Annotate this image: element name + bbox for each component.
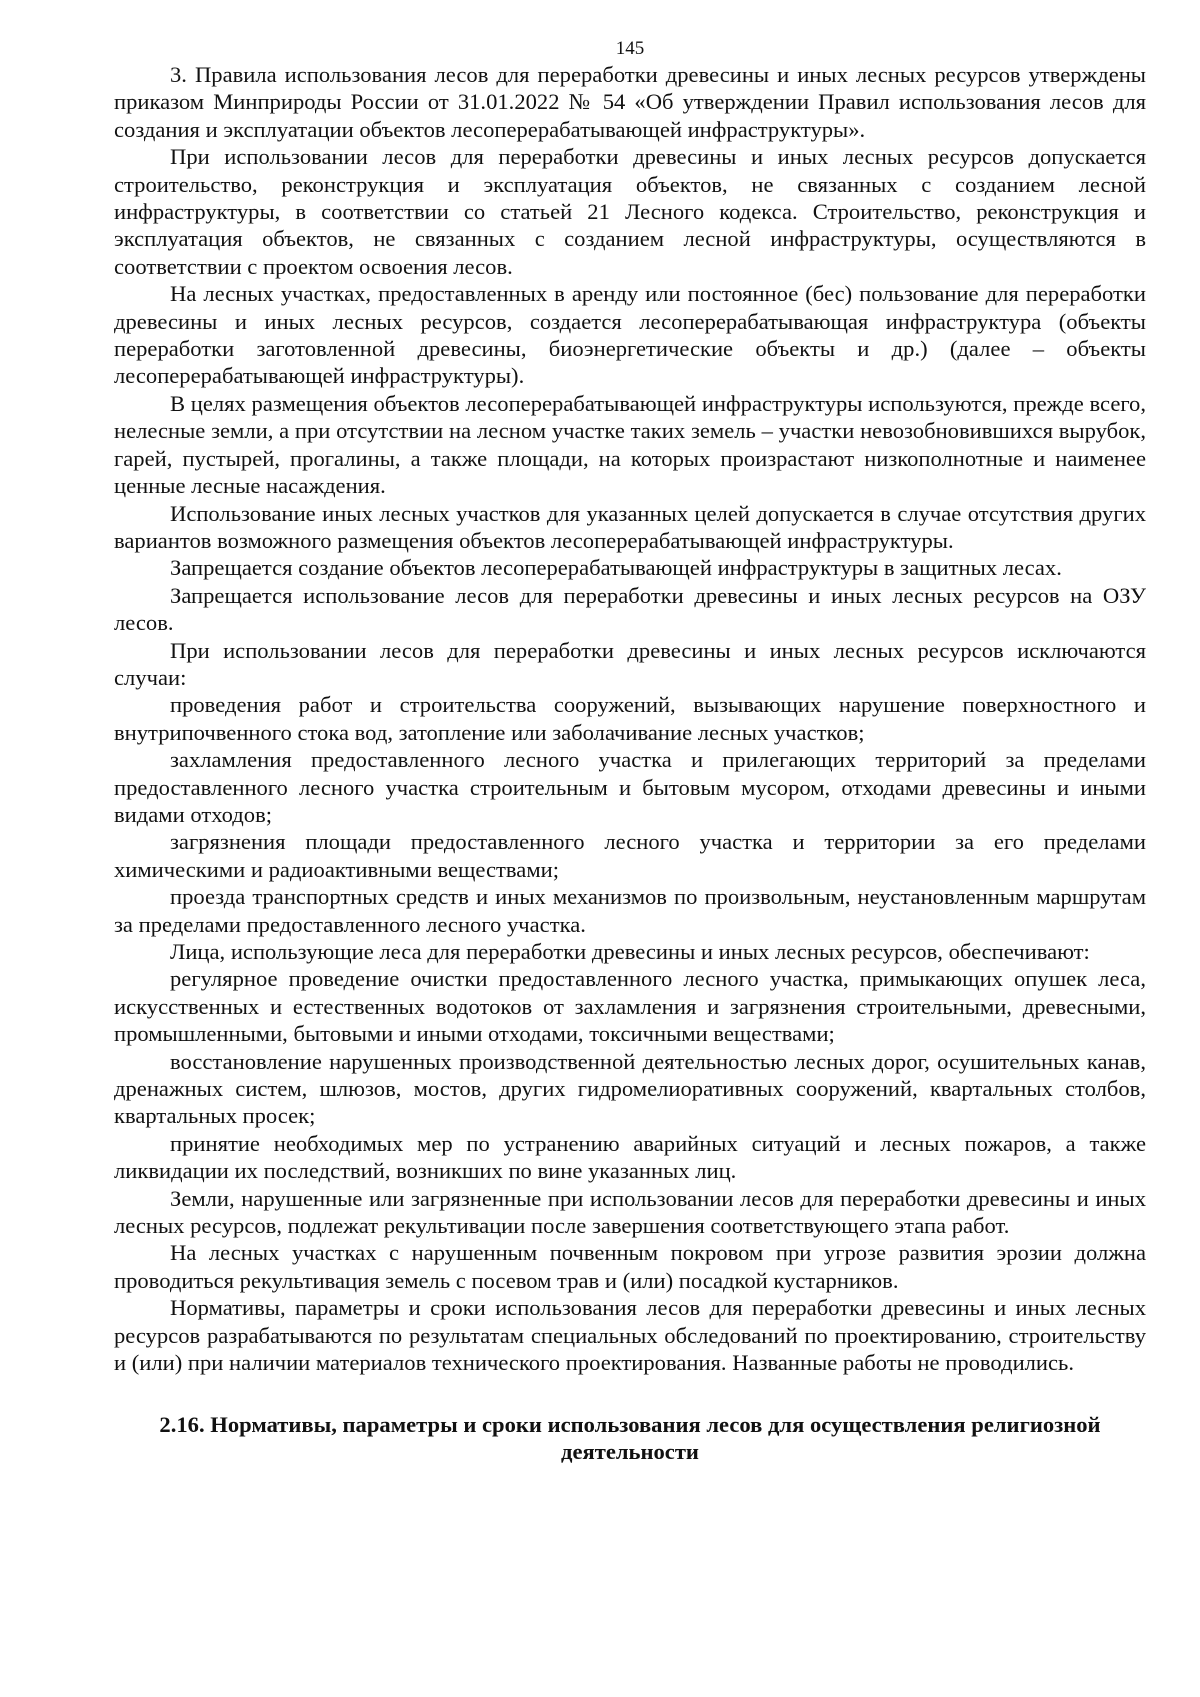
page-number: 145 — [615, 38, 645, 59]
list-item-pollution: загрязнения площади предоставленного лесного участка и территории за его пределами химическими и радиоактивными веществами; — [114, 829, 1146, 882]
paragraph-recultivation: Земли, нарушенные или загрязненные при использовании лесов для переработки древесины и иных лесных ресурсов, подлежат рекультивации после завершения соответствующего этапа работ. — [114, 1185, 1146, 1239]
paragraph-erosion: На лесных участках с нарушенным почвенным покровом при угрозе развития эрозии должна проводиться рекультивация земель с посевом трав и (или) посадкой кустарников. — [114, 1240, 1146, 1293]
paragraph-rules-order: 3. Правила использования лесов для переработки древесины и иных лесных ресурсов утверждены приказом Минприроды России от 31.01.2022 № 54 «Об утверждении Правил использования лесов для создания и эксплуатации объектов лесоперерабатывающей инфраструктуры». — [114, 62, 1146, 142]
list-item-vehicle-passage: проезда транспортных средств и иных механизмов по произвольным, неустановленным маршрутам за пределами предоставленного лесного участка. — [114, 884, 1146, 937]
list-item-works-construction: проведения работ и строительства сооружений, вызывающих нарушение поверхностного и внутрипочвенного стока вод, затопление или заболачивание лесных участков; — [114, 692, 1146, 745]
list-item-emergency-measures: принятие необходимых мер по устранению аварийных ситуаций и лесных пожаров, а также ликвидации их последствий, возникших по вине указанных лиц. — [114, 1130, 1146, 1184]
paragraph-persons-ensure: Лица, использующие леса для переработки древесины и иных лесных ресурсов, обеспечивают: — [170, 939, 1090, 964]
list-item-littering: захламления предоставленного лесного участка и прилегающих территорий за пределами предоставленного лесного участка строительным и бытовым мусором, отходами древесины и иными видами отходов; — [114, 747, 1146, 827]
document-page — [114, 38, 1146, 1465]
paragraph-other-plots: Использование иных лесных участков для указанных целей допускается в случае отсутствия других вариантов возможного размещения объектов лесоперерабатывающей инфраструктуры. — [114, 500, 1146, 553]
paragraph-excluded-cases: При использовании лесов для переработки древесины и иных лесных ресурсов исключаются случаи: — [114, 637, 1146, 690]
paragraph-placement-lands: В целях размещения объектов лесоперерабатывающей инфраструктуры используются, прежде всего, нелесные земли, а при отсутствии на лесном участке таких земель – участки невозобновившихся вырубок, гарей, пустырей, прогалины, а также площади, на которых произрастают низкополнотные и наименее ценные лесные насаждения. — [114, 390, 1146, 499]
list-item-regular-cleaning: регулярное проведение очистки предоставленного лесного участка, примыкающих опушек леса, искусственных и естественных водотоков от захламления и загрязнения строительными, древесными, промышленными, бытовыми и иными отходами, токсичными веществами; — [114, 966, 1146, 1047]
paragraph-norms: Нормативы, параметры и сроки использования лесов для переработки древесины и иных лесных ресурсов разрабатываются по результатам специальных обследований по проектированию, строительству и (или) при наличии материалов технического проектирования. Названные работы не проводились. — [114, 1295, 1146, 1376]
paragraph-ozu-ban: Запрещается использование лесов для переработки древесины и иных лесных ресурсов на ОЗУ лесов. — [114, 582, 1146, 636]
section-heading: 2.16. Нормативы, параметры и сроки использования лесов для осуществления религиозной деятельности — [159, 1411, 1101, 1464]
list-item-restoration: восстановление нарушенных производственной деятельностью лесных дорог, осушительных канав, дренажных систем, шлюзов, мостов, других гидромелиоративных сооружений, квартальных столбов, квартальных просек; — [114, 1048, 1146, 1129]
paragraph-protective-forests-ban: Запрещается создание объектов лесоперерабатывающей инфраструктуры в защитных лесах. — [170, 555, 1062, 581]
paragraph-construction-allowed: При использовании лесов для переработки древесины и иных лесных ресурсов допускается строительство, реконструкция и эксплуатация объектов, не связанных с созданием лесной инфраструктуры, в соответствии со статьей 21 Лесного кодекса. Строительство, реконструкция и эксплуатация объектов, не связанных с созданием лесной инфраструктуры, осуществляются в соответствии с проектом освоения лесов. — [114, 144, 1146, 279]
paragraph-infrastructure-created: На лесных участках, предоставленных в аренду или постоянное (бес) пользование для переработки древесины и иных лесных ресурсов, создается лесоперерабатывающая инфраструктура (объекты переработки заготовленной древесины, биоэнергетические объекты и др.) (далее – объекты лесоперерабатывающей инфраструктуры). — [114, 281, 1146, 389]
